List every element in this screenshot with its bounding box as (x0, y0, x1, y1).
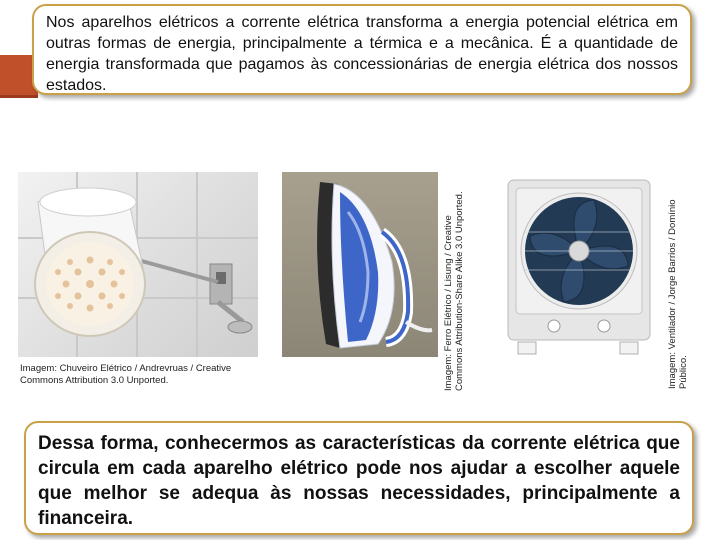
fan-caption-line-1: Imagem: Ventilador / Jorge Barrios / Domínio (667, 199, 678, 389)
intro-text: Nos aparelhos elétricos a corrente elétrica transforma a energia potencial elétrica em outras formas de energia, principalmente a térmica e a mecânica. É a quantidade de energia transformada que pagamos às concessionárias de energia elétrica dos nossos estados. (46, 14, 678, 94)
accent-line (0, 95, 38, 98)
electric-shower-image (18, 172, 258, 357)
electric-iron-image (282, 172, 438, 357)
iron-caption-line-2: Commons Attribution-Share Alike 3.0 Unported. (454, 191, 465, 391)
conclusion-text: Dessa forma, conhecermos as características da corrente elétrica que circula em cada aparelho elétrico pode nos ajudar a escolher aquele que melhor se adequa às nossas necessidades, principalmente a financeira. (38, 433, 680, 529)
fan-caption-line-2: Público. (678, 355, 689, 389)
shower-image-caption: Imagem: Chuveiro Elétrico / Andrevruas / Creative Commons Attribution 3.0 Unported. (20, 363, 232, 386)
iron-caption-line-1: Imagem: Ferro Elétrico / Lisung / Creative (443, 215, 454, 391)
intro-callout (32, 4, 692, 95)
box-fan-image (494, 172, 662, 362)
iron-image-caption (443, 171, 465, 391)
fan-image-caption (667, 169, 689, 389)
conclusion-callout (24, 421, 694, 535)
